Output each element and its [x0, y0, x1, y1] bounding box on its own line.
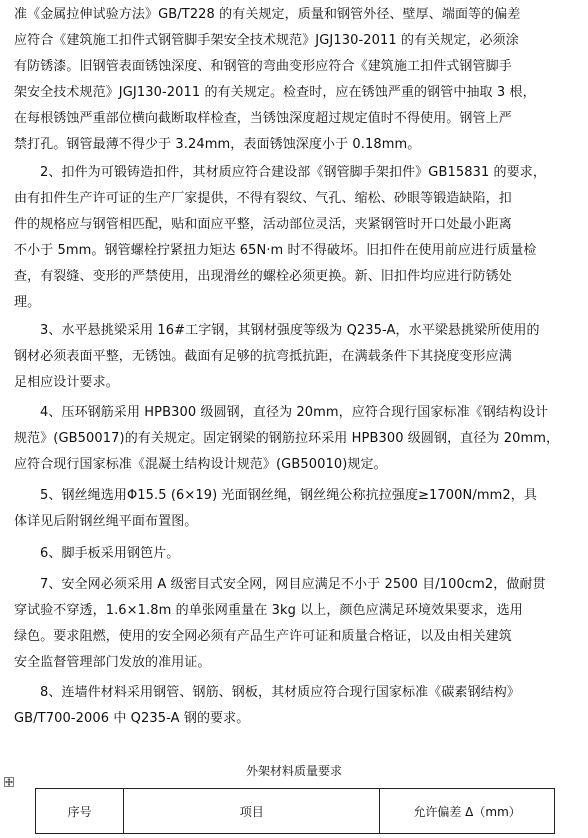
text-line: 5、钢丝绳选用Φ15.5 (6×19) 光面钢丝绳，钢丝绳公称抗拉强度≥1700N/mm2，具 [40, 488, 537, 503]
text-line: 件的规格应与钢管相匹配，贴和面应平整，活动部位灵活，夹紧钢管时开口处最小距离 [14, 217, 512, 232]
text-line: 足相应设计要求。 [14, 375, 119, 390]
table-move-handle-icon[interactable] [4, 777, 14, 787]
text-line: 在每根锈蚀严重部位横向截断取样检查，当锈蚀深度超过规定值时不得使用。钢管上严 [14, 111, 512, 126]
text-line: 4、压环钢筋采用 HPB300 级圆钢，直径为 20mm，应符合现行国家标准《钢结构设计 [40, 405, 549, 420]
text-line: 体详见后附钢丝绳平面布置图。 [14, 514, 198, 529]
text-line: 理。 [14, 295, 41, 310]
text-line: 应符合现行国家标准《混凝土结构设计规范》(GB50010)规定。 [14, 457, 387, 472]
header-cell-index[interactable]: 序号 [36, 789, 124, 834]
text-line: 架安全技术规范》JGJ130-2011 的有关规定。检查时，应在锈蚀严重的钢管中抽取 3 根， [14, 85, 536, 100]
text-line: 由有扣件生产许可证的生产厂家提供，不得有裂纹、气孔、缩松、砂眼等锻造缺陷，扣 [14, 191, 512, 206]
text-line: GB/T700-2006 中 Q235-A 钢的要求。 [14, 711, 250, 726]
move-arrows-icon [5, 778, 13, 786]
text-line: 准《金属拉伸试验方法》GB/T228 的有关规定，质量和钢管外径、壁厚、端面等的偏差 [14, 7, 521, 22]
text-line: 6、脚手板采用钢笆片。 [40, 546, 180, 561]
text-line: 8、连墙件材料采用钢管、钢筋、钢板，其材质应符合现行国家标准《碳素钢结构》 [40, 685, 520, 700]
text-line: 不小于 5mm。钢管螺栓拧紧扭力矩达 65N·m 时不得破坏。旧扣件在使用前应进行质量检 [14, 243, 537, 258]
table-header-row [36, 789, 555, 834]
text-line: 应符合《建筑施工扣件式钢管脚手架安全技术规范》JGJ130-2011 的有关规定，必须涂 [14, 33, 519, 48]
quality-requirements-table [35, 788, 555, 834]
text-line: 禁打孔。钢管最薄不得少于 3.24mm，表面锈蚀深度小于 0.18mm。 [14, 137, 421, 152]
text-line: 7、安全网必须采用 A 级密目式安全网，网目应满足不小于 2500 目/100cm2，做耐贯 [40, 577, 546, 592]
text-line: 有防锈漆。旧钢管表面锈蚀深度、和钢管的弯曲变形应符合《建筑施工扣件式钢管脚手 [14, 59, 512, 74]
text-line: 安全监督管理部门发放的准用证。 [14, 655, 211, 670]
text-line: 钢材必须表面平整，无锈蚀。截面有足够的抗弯抵抗距，在满载条件下其挠度变形应满 [14, 349, 512, 364]
text-line: 3、水平悬挑梁采用 16#工字钢，其钢材强度等级为 Q235-A，水平梁悬挑梁所使用的 [40, 323, 540, 338]
header-cell-tolerance[interactable]: 允许偏差 Δ（mm） [380, 789, 555, 834]
header-cell-item[interactable]: 项目 [124, 789, 380, 834]
text-line: 绿色。要求阻燃，使用的安全网必须有产品生产许可证和质量合格证，以及由相关建筑 [14, 629, 512, 644]
text-line: 2、扣件为可锻铸造扣件，其材质应符合建设部《钢管脚手架扣件》GB15831 的要求， [40, 165, 546, 180]
text-line: 查，有裂缝、变形的严禁使用，出现滑丝的螺栓必须更换。新、旧扣件均应进行防锈处 [14, 269, 512, 284]
text-line: 规范》(GB50017)的有关规定。固定钢梁的钢筋拉环采用 HPB300 级圆钢，直径为 20mm， [14, 431, 560, 446]
table-caption: 外架材料质量要求 [245, 764, 342, 778]
text-line: 穿试验不穿透，1.6×1.8m 的单张网重量在 3kg 以上，颜色应满足环境效果要求，选用 [14, 603, 523, 618]
